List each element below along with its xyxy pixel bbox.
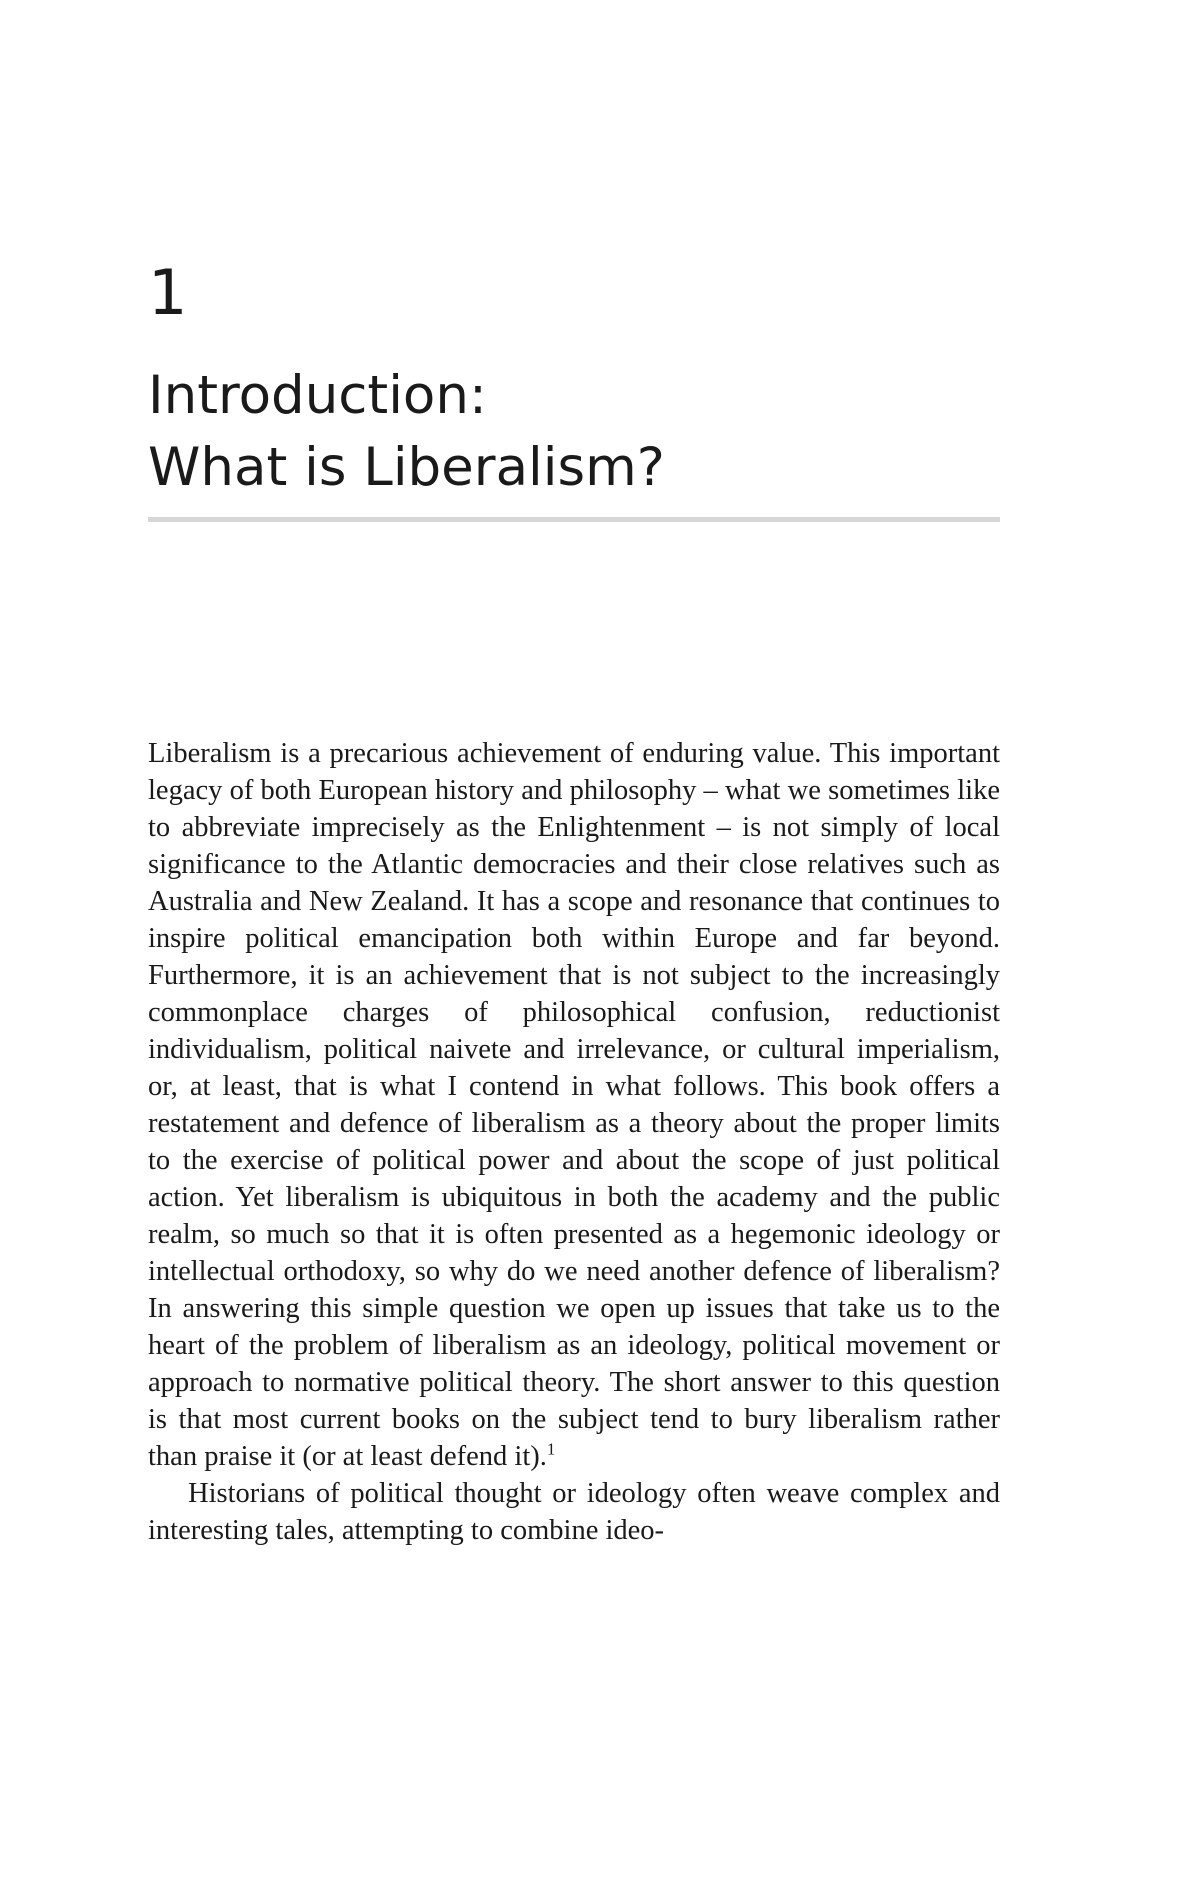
paragraph-1 <box>148 735 1000 1475</box>
chapter-title <box>148 360 1008 504</box>
title-divider <box>148 517 1000 522</box>
body-text <box>148 735 1000 1549</box>
footnote-reference: 1 <box>546 1439 556 1459</box>
chapter-number: 1 <box>148 256 188 329</box>
paragraph-2: Historians of political thought or ideology often weave complex and interesting tales, attempting to combine ideo- <box>148 1478 1000 1546</box>
chapter-title-line-1: Introduction: <box>148 365 487 426</box>
paragraph-1-text: Liberalism is a precarious achievement of enduring value. This important legacy of both European history and philosophy – what we sometimes like to abbreviate imprecisely as the Enlightenment – is not simply of local significance to the Atlantic democracies and their close relatives such as Australia and New Zealand. It has a scope and resonance that continues to inspire political emancipation both within Europe and far beyond. Furthermore, it is an achievement that is not subject to the increasingly commonplace charges of philosophical confusion, reductionist individualism, political naivete and irrelevance, or cultural imperialism, or, at least, that is what I contend in what follows. This book offers a restatement and defence of liberalism as a theory about the proper limits to the exercise of political power and about the scope of just political action. Yet liberalism is ubiquitous in both the academy and the public realm, so much so that it is often presented as a hegemonic ideology or intellectual orthodoxy, so why do we need another defence of liberalism? In answering this simple question we open up issues that take us to the heart of the problem of liberalism as an ideology, political movement or approach to normative political theory. The short answer to this question is that most current books on the subject tend to bury liberalism rather than praise it (or at least defend it). <box>148 738 1000 1472</box>
chapter-title-line-2: What is Liberalism? <box>148 437 665 498</box>
